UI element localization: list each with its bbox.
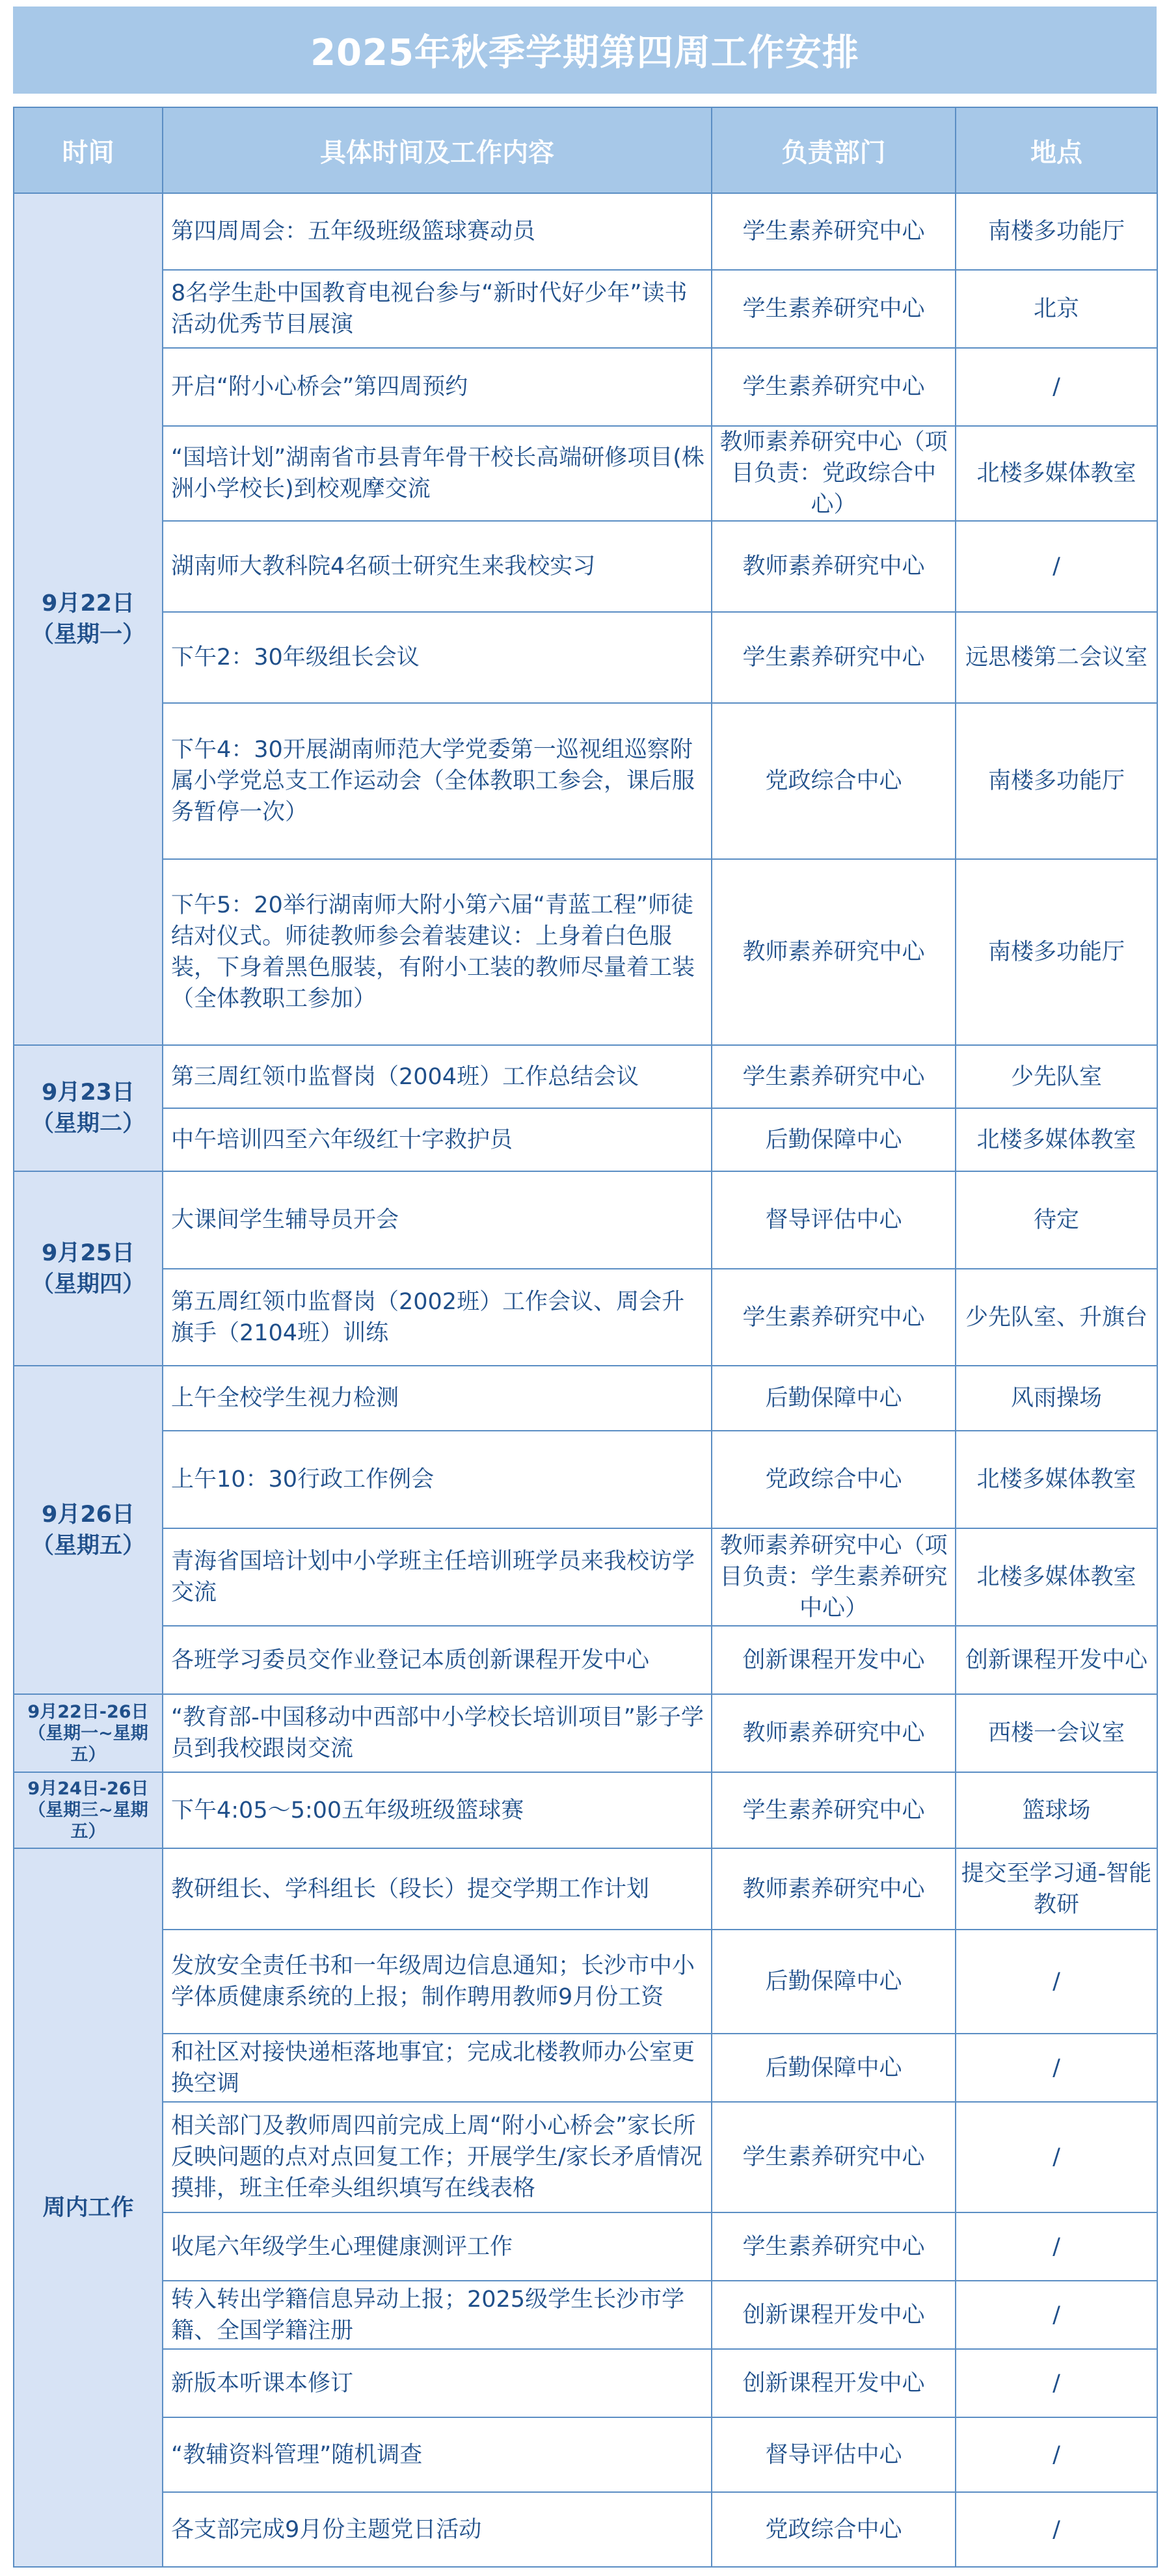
task-content: “国培计划”湖南省市县青年骨干校长高端研修项目(株洲小学校长)到校观摩交流 — [163, 426, 712, 521]
table-row — [14, 2281, 1157, 2349]
task-content: 大课间学生辅导员开会 — [163, 1171, 712, 1269]
task-location: 北京 — [956, 270, 1157, 348]
task-location: 远思楼第二会议室 — [956, 612, 1157, 703]
table-row — [14, 1772, 1157, 1848]
table-row — [14, 859, 1157, 1045]
table-row — [14, 703, 1157, 859]
task-location: / — [956, 2034, 1157, 2102]
task-content: 收尾六年级学生心理健康测评工作 — [163, 2212, 712, 2281]
header-location: 地点 — [956, 107, 1157, 193]
table-row — [14, 1171, 1157, 1269]
weekday-label: （星期二） — [31, 1111, 145, 1137]
responsible-dept: 党政综合中心 — [712, 2492, 956, 2567]
responsible-dept: 学生素养研究中心 — [712, 348, 956, 426]
task-location: / — [956, 521, 1157, 612]
task-location: 北楼多媒体教室 — [956, 1528, 1157, 1626]
task-location: / — [956, 2281, 1157, 2349]
task-content: 各班学习委员交作业登记本质创新课程开发中心 — [163, 1626, 712, 1694]
responsible-dept: 学生素养研究中心 — [712, 270, 956, 348]
table-row — [14, 2034, 1157, 2102]
task-content: 上午全校学生视力检测 — [163, 1366, 712, 1431]
task-content: 第五周红领巾监督岗（2002班）工作会议、周会升旗手（2104班）训练 — [163, 1269, 712, 1366]
table-row — [14, 1045, 1157, 1108]
task-content: 第四周周会：五年级班级篮球赛动员 — [163, 193, 712, 270]
date-cell — [14, 1171, 163, 1366]
task-location: 西楼一会议室 — [956, 1694, 1157, 1772]
title-bar — [13, 7, 1157, 94]
responsible-dept: 后勤保障中心 — [712, 2034, 956, 2102]
date-cell — [14, 1694, 163, 1772]
responsible-dept: 后勤保障中心 — [712, 1108, 956, 1171]
date-cell — [14, 1366, 163, 1694]
table-row — [14, 426, 1157, 521]
task-content: “教育部-中国移动中西部中小学校长培训项目”影子学员到我校跟岗交流 — [163, 1694, 712, 1772]
responsible-dept: 学生素养研究中心 — [712, 612, 956, 703]
weekday-label: （星期四） — [31, 1271, 145, 1297]
task-content: 下午5：20举行湖南师大附小第六届“青蓝工程”师徒结对仪式。师徒教师参会着装建议：上身着白色服装，下身着黑色服装，有附小工装的教师尽量着工装（全体教职工参加） — [163, 859, 712, 1045]
task-content: “教辅资料管理”随机调查 — [163, 2417, 712, 2492]
date-label: 9月26日 — [41, 1501, 135, 1528]
header-time: 时间 — [14, 107, 163, 193]
table-row — [14, 1528, 1157, 1626]
table-row — [14, 2492, 1157, 2567]
date-label: 9月22日 — [41, 591, 135, 617]
task-content: 各支部完成9月份主题党日活动 — [163, 2492, 712, 2567]
responsible-dept: 督导评估中心 — [712, 1171, 956, 1269]
date-cell — [14, 1772, 163, 1848]
responsible-dept: 督导评估中心 — [712, 2417, 956, 2492]
task-location: 南楼多功能厅 — [956, 193, 1157, 270]
table-row — [14, 2102, 1157, 2212]
task-content: 中午培训四至六年级红十字救护员 — [163, 1108, 712, 1171]
table-row — [14, 2212, 1157, 2281]
header-row — [14, 107, 1157, 193]
task-content: 教研组长、学科组长（段长）提交学期工作计划 — [163, 1848, 712, 1930]
task-location: 少先队室、升旗台 — [956, 1269, 1157, 1366]
date-label: 9月25日 — [41, 1240, 135, 1266]
responsible-dept: 教师素养研究中心 — [712, 1694, 956, 1772]
task-content: 青海省国培计划中小学班主任培训班学员来我校访学交流 — [163, 1528, 712, 1626]
table-row — [14, 270, 1157, 348]
task-content: 相关部门及教师周四前完成上周“附小心桥会”家长所反映问题的点对点回复工作；开展学生/家长矛盾情况摸排，班主任牵头组织填写在线表格 — [163, 2102, 712, 2212]
task-location: 北楼多媒体教室 — [956, 1431, 1157, 1528]
task-content: 第三周红领巾监督岗（2004班）工作总结会议 — [163, 1045, 712, 1108]
task-content: 开启“附小心桥会”第四周预约 — [163, 348, 712, 426]
task-location: 提交至学习通-智能教研 — [956, 1848, 1157, 1930]
task-location: / — [956, 348, 1157, 426]
table-row — [14, 1366, 1157, 1431]
task-location: / — [956, 2102, 1157, 2212]
responsible-dept: 后勤保障中心 — [712, 1930, 956, 2034]
header-content: 具体时间及工作内容 — [163, 107, 712, 193]
task-content: 转入转出学籍信息异动上报；2025级学生长沙市学籍、全国学籍注册 — [163, 2281, 712, 2349]
weekday-label: （星期一~星期五） — [28, 1723, 148, 1765]
table-row — [14, 1626, 1157, 1694]
task-location: 南楼多功能厅 — [956, 859, 1157, 1045]
responsible-dept: 党政综合中心 — [712, 1431, 956, 1528]
task-location: / — [956, 2212, 1157, 2281]
task-location: 北楼多媒体教室 — [956, 426, 1157, 521]
task-location: / — [956, 2417, 1157, 2492]
task-content: 下午2：30年级组长会议 — [163, 612, 712, 703]
task-content: 发放安全责任书和一年级周边信息通知；长沙市中小学体质健康系统的上报；制作聘用教师9月份工资 — [163, 1930, 712, 2034]
task-content: 和社区对接快递柜落地事宜；完成北楼教师办公室更换空调 — [163, 2034, 712, 2102]
responsible-dept: 学生素养研究中心 — [712, 2212, 956, 2281]
task-content: 湖南师大教科院4名硕士研究生来我校实习 — [163, 521, 712, 612]
responsible-dept: 创新课程开发中心 — [712, 2349, 956, 2417]
task-location: 待定 — [956, 1171, 1157, 1269]
responsible-dept: 学生素养研究中心 — [712, 1772, 956, 1848]
task-content: 上午10：30行政工作例会 — [163, 1431, 712, 1528]
responsible-dept: 创新课程开发中心 — [712, 1626, 956, 1694]
date-label: 周内工作 — [42, 2194, 134, 2221]
task-location: / — [956, 1930, 1157, 2034]
task-content: 下午4：30开展湖南师范大学党委第一巡视组巡察附属小学党总支工作运动会（全体教职工参会，课后服务暂停一次） — [163, 703, 712, 859]
task-location: 风雨操场 — [956, 1366, 1157, 1431]
task-location: 少先队室 — [956, 1045, 1157, 1108]
date-label: 9月22日-26日 — [27, 1701, 149, 1722]
responsible-dept: 学生素养研究中心 — [712, 1269, 956, 1366]
schedule-body — [14, 193, 1157, 2567]
table-row — [14, 1694, 1157, 1772]
responsible-dept: 党政综合中心 — [712, 703, 956, 859]
responsible-dept: 学生素养研究中心 — [712, 1045, 956, 1108]
date-cell — [14, 193, 163, 1045]
task-content: 新版本听课本修订 — [163, 2349, 712, 2417]
responsible-dept: 学生素养研究中心 — [712, 193, 956, 270]
responsible-dept: 创新课程开发中心 — [712, 2281, 956, 2349]
weekday-label: （星期五） — [31, 1532, 145, 1559]
table-row — [14, 1108, 1157, 1171]
page-title: 2025年秋季学期第四周工作安排 — [310, 32, 859, 74]
responsible-dept: 学生素养研究中心 — [712, 2102, 956, 2212]
responsible-dept: 后勤保障中心 — [712, 1366, 956, 1431]
table-row — [14, 193, 1157, 270]
task-location: 篮球场 — [956, 1772, 1157, 1848]
table-row — [14, 1431, 1157, 1528]
table-row — [14, 2417, 1157, 2492]
table-row — [14, 2349, 1157, 2417]
schedule-table — [13, 107, 1158, 2568]
task-location: 创新课程开发中心 — [956, 1626, 1157, 1694]
responsible-dept: 教师素养研究中心 — [712, 521, 956, 612]
responsible-dept: 教师素养研究中心（项目负责：学生素养研究中心） — [712, 1528, 956, 1626]
task-location: 北楼多媒体教室 — [956, 1108, 1157, 1171]
table-row — [14, 1269, 1157, 1366]
task-location: / — [956, 2492, 1157, 2567]
responsible-dept: 教师素养研究中心 — [712, 859, 956, 1045]
weekday-label: （星期三~星期五） — [28, 1800, 148, 1842]
date-cell — [14, 1045, 163, 1171]
date-cell — [14, 1848, 163, 2567]
table-row — [14, 1848, 1157, 1930]
task-content: 8名学生赴中国教育电视台参与“新时代好少年”读书活动优秀节目展演 — [163, 270, 712, 348]
task-content: 下午4:05～5:00五年级班级篮球赛 — [163, 1772, 712, 1848]
responsible-dept: 教师素养研究中心 — [712, 1848, 956, 1930]
date-label: 9月24日-26日 — [27, 1779, 149, 1799]
table-row — [14, 521, 1157, 612]
task-location: 南楼多功能厅 — [956, 703, 1157, 859]
responsible-dept: 教师素养研究中心（项目负责：党政综合中心） — [712, 426, 956, 521]
table-row — [14, 348, 1157, 426]
date-label: 9月23日 — [41, 1080, 135, 1106]
weekday-label: （星期一） — [31, 622, 145, 648]
task-location: / — [956, 2349, 1157, 2417]
table-row — [14, 612, 1157, 703]
table-row — [14, 1930, 1157, 2034]
header-dept: 负责部门 — [712, 107, 956, 193]
